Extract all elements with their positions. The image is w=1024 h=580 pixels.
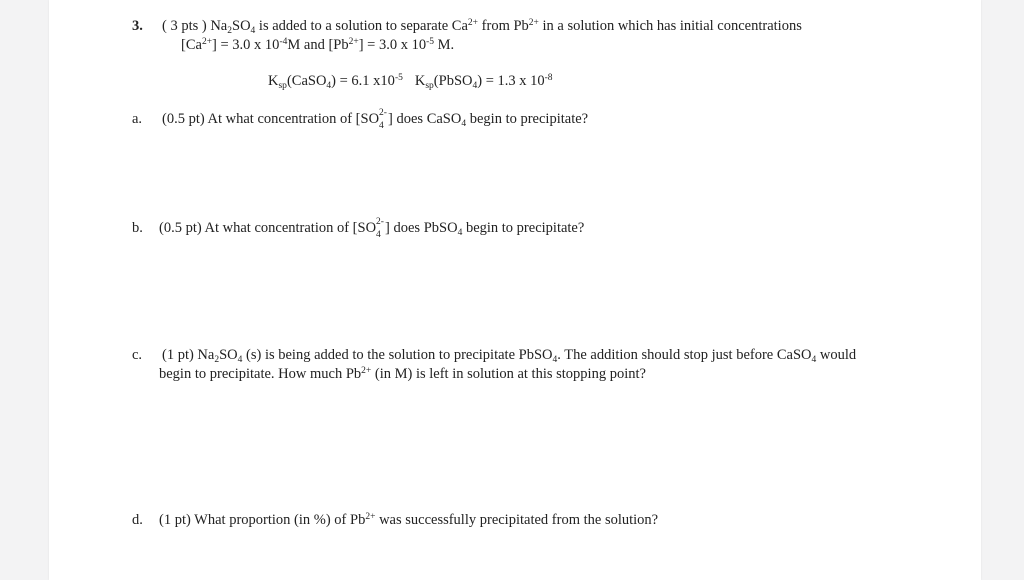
question-line-2: $[Ca^{2+}] = 3.0$ x $10^{-4}M$ and $[Pb^{2+}] = 3.0$ x $10^{-5}$ M. (181, 37, 455, 53)
question-line-1: ( 3 pts ) $Na_2SO_4$ is added to a solution to separate $Ca^{2+}$ from $Pb^{2+}$ in a solution which has initial concentrations (162, 18, 802, 36)
part-c-line-1: (1 pt) $Na_2SO_4$ (s) is being added to the solution to precipitate PbSO$_4$. The addition should stop just before CaSO$_4$ would (162, 347, 857, 365)
part-c-label: c. (132, 347, 143, 363)
part-b-label: b. (132, 220, 143, 236)
part-a-text: (0.5 pt) At what concentration of [SO 2- 4 ] does CaSO$_4$ begin to precipitate? (162, 108, 589, 131)
part-b-text: (0.5 pt) At what concentration of [SO 2- 4 ] does PbSO$_4$ begin to precipitate? (159, 217, 585, 240)
part-d-text: (1 pt) What proportion (in %) of $Pb^{2+}$ was successfully precipitated from the solution? (159, 512, 659, 528)
ksp-values: $K_{sp}(CaSO_4) = 6.1$ $x10^{-5}$ $K_{sp}(PbSO_4) = 1.3$ x $10^{-8}$ (268, 73, 553, 91)
part-a-label: a. (132, 111, 143, 127)
question-number: 3. (132, 18, 143, 34)
part-c-line-2: begin to precipitate. How much $Pb^{2+}$ (in M) is left in solution at this stopping point? (159, 366, 646, 382)
part-d-label: d. (132, 512, 143, 528)
